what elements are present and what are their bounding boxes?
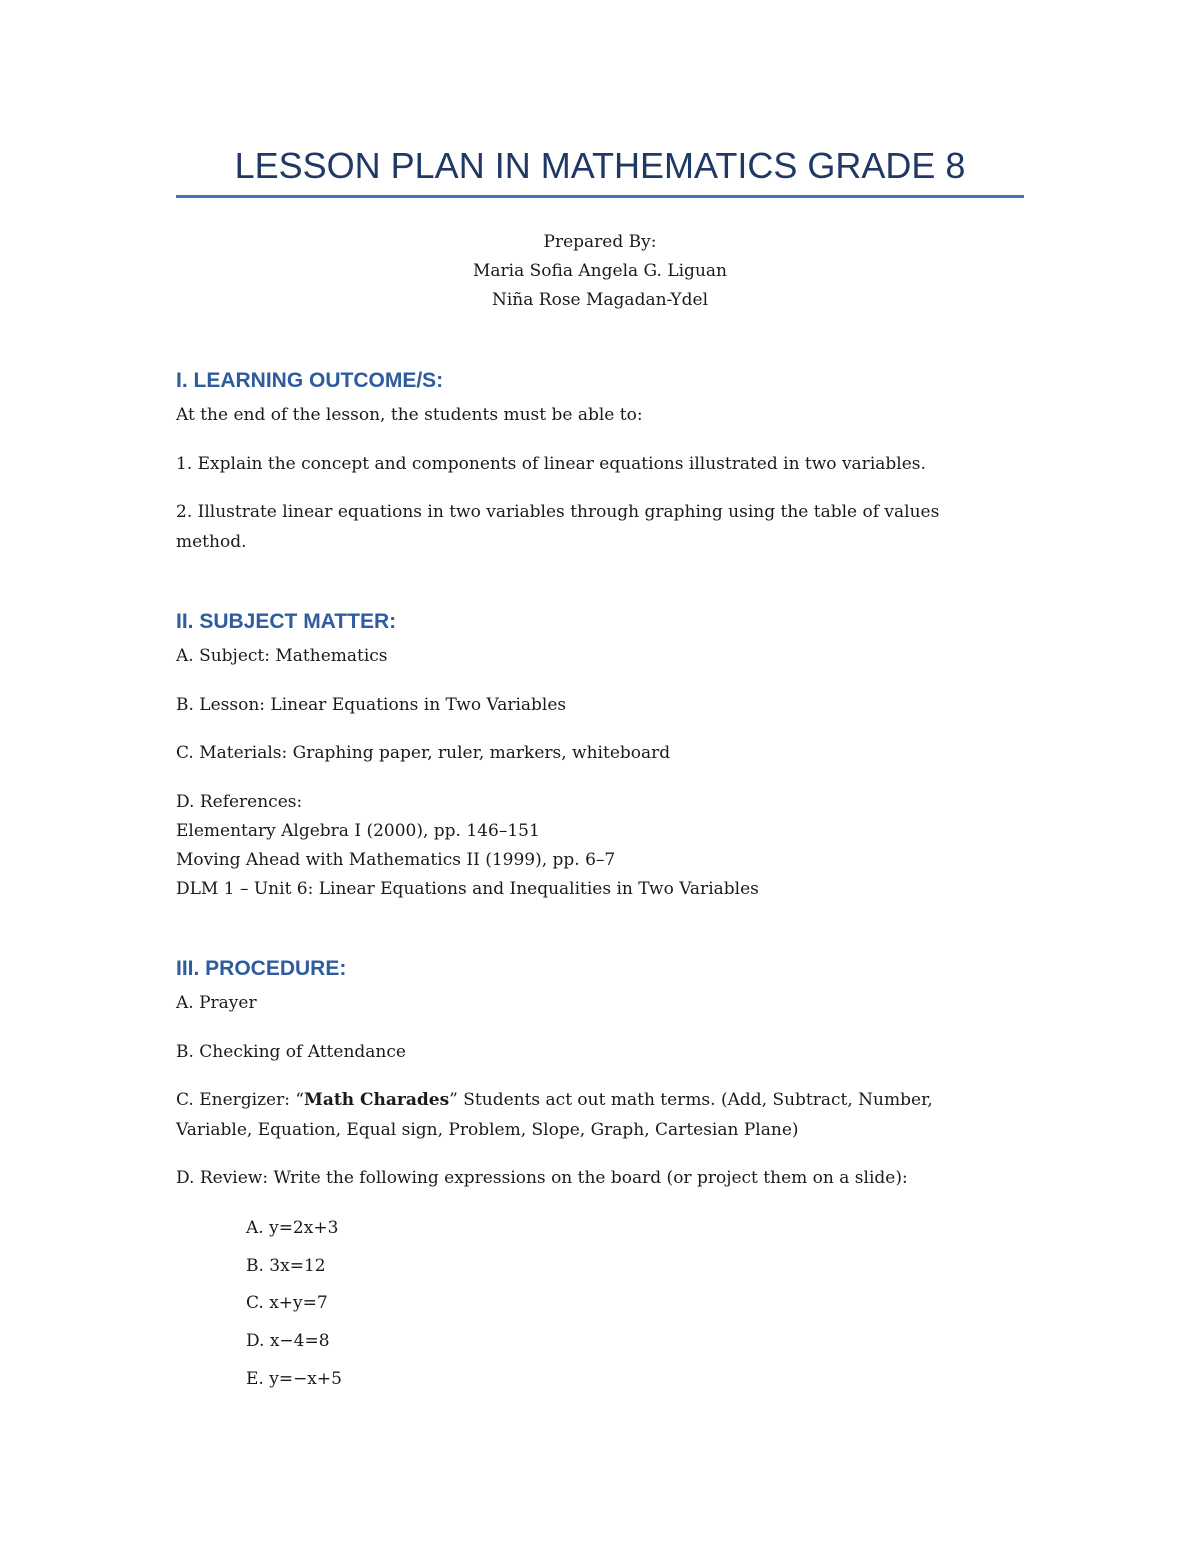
review-line: D. Review: Write the following expressions on the board (or project them on a slide): — [176, 1168, 908, 1188]
prayer-line: A. Prayer — [176, 993, 257, 1013]
author-name: Maria Sofia Angela G. Liguan — [473, 261, 727, 281]
reference-item: Elementary Algebra I (2000), pp. 146–151 — [176, 821, 540, 841]
reference-item: Moving Ahead with Mathematics II (1999), pp. 6–7 — [176, 850, 616, 870]
learning-outcome-item: 2. Illustrate linear equations in two variables through graphing using the table of values method. — [176, 502, 940, 552]
energizer-title: Math Charades — [304, 1090, 450, 1110]
expression-item: B. 3x=12 — [246, 1256, 326, 1276]
materials-line: C. Materials: Graphing paper, ruler, markers, whiteboard — [176, 743, 671, 763]
energizer-description: ” Students act out math terms. (Add, Subtract, Number, Variable, Equation, Equal sign, Problem, Slope, Graph, Cartesian Plane) — [176, 1090, 933, 1140]
section-heading-subject-matter: II. SUBJECT MATTER: — [176, 610, 397, 633]
energizer-paragraph — [176, 1085, 996, 1145]
author-name: Niña Rose Magadan-Ydel — [491, 290, 709, 310]
section-heading-procedure: III. PROCEDURE: — [176, 957, 347, 980]
references-label: D. References: — [176, 792, 303, 812]
expression-item: E. y=−x+5 — [246, 1369, 342, 1389]
prepared-by-label: Prepared By: — [543, 232, 657, 252]
lesson-line: B. Lesson: Linear Equations in Two Variables — [176, 695, 567, 715]
expression-item: A. y=2x+3 — [246, 1218, 339, 1238]
expression-item: D. x−4=8 — [246, 1331, 330, 1351]
section-heading-learning-outcomes: I. LEARNING OUTCOME/S: — [176, 369, 444, 392]
expression-item: C. x+y=7 — [246, 1293, 328, 1313]
title-underline — [176, 195, 1024, 198]
subject-line: A. Subject: Mathematics — [176, 646, 388, 666]
energizer-prefix: C. Energizer: “ — [176, 1090, 305, 1110]
reference-item: DLM 1 – Unit 6: Linear Equations and Inequalities in Two Variables — [176, 879, 759, 899]
learning-outcome-item: 1. Explain the concept and components of linear equations illustrated in two variables. — [176, 454, 926, 474]
learning-outcomes-intro: At the end of the lesson, the students must be able to: — [176, 405, 643, 425]
document-title: LESSON PLAN IN MATHEMATICS GRADE 8 — [234, 145, 966, 186]
attendance-line: B. Checking of Attendance — [176, 1042, 406, 1062]
